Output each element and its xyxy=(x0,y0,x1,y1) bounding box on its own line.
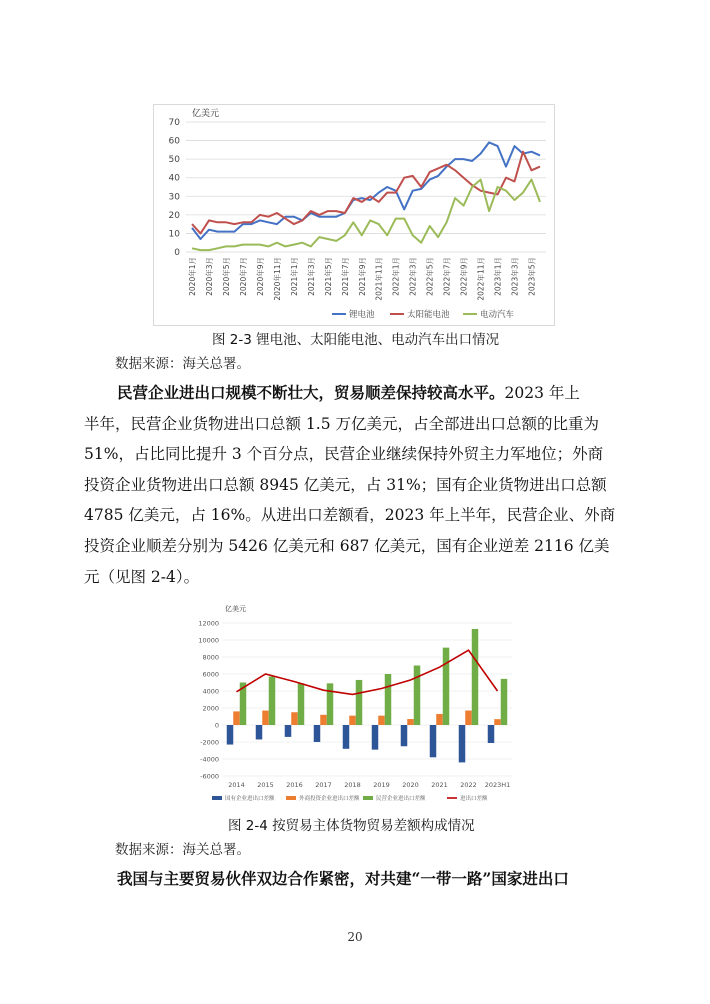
y-tick-label: 6000 xyxy=(202,670,219,679)
x-tick-label: 2023H1 xyxy=(484,781,511,789)
paragraph-line-rest: 2023 年上 xyxy=(504,384,580,402)
source-note-1: 数据来源：海关总署。 xyxy=(115,356,250,372)
bar xyxy=(372,725,379,750)
bar xyxy=(356,680,363,725)
bar xyxy=(385,674,392,725)
y-tick-label: 30 xyxy=(168,192,180,203)
chart-2-3 xyxy=(153,104,555,326)
page-number: 20 xyxy=(347,930,363,944)
x-tick-label: 2023年3月 xyxy=(510,257,520,296)
y-tick-label: 0 xyxy=(214,721,219,730)
chart-2-4-svg xyxy=(190,600,520,810)
bar xyxy=(227,725,234,745)
x-tick-label: 2014 xyxy=(228,781,245,789)
paragraph-line: 半年，民营企业货物进出口总额 1.5 万亿美元，占全部进出口总额的比重为 xyxy=(84,414,600,433)
y-axis-unit-label: 亿美元 xyxy=(225,605,246,613)
x-tick-label: 2018 xyxy=(344,781,361,789)
bar xyxy=(494,719,501,725)
y-tick-label: 12000 xyxy=(198,619,219,628)
x-tick-label: 2020年9月 xyxy=(255,257,265,296)
x-tick-label: 2022年5月 xyxy=(425,257,435,296)
paragraph-private-enterprises xyxy=(84,378,629,592)
y-tick-label: -6000 xyxy=(200,772,219,781)
y-tick-label: 4000 xyxy=(202,687,219,696)
paragraph-line: 51%，占比同比提升 3 个百分点，民营企业继续保持外贸主力军地位；外商 xyxy=(84,445,604,464)
y-tick-label: 2000 xyxy=(202,704,219,713)
source-note-2: 数据来源：海关总署。 xyxy=(115,842,250,858)
bar xyxy=(459,725,466,762)
x-tick-label: 2015 xyxy=(257,781,274,789)
x-tick-label: 2020年7月 xyxy=(238,257,248,296)
x-tick-label: 2023年1月 xyxy=(493,257,503,296)
bar xyxy=(327,683,334,725)
bar xyxy=(443,648,450,725)
paragraph-line: 投资企业货物进出口总额 8945 亿美元，占 31%；国有企业货物进出口总额 xyxy=(84,475,607,494)
legend-swatch xyxy=(363,796,373,800)
bar xyxy=(488,725,495,743)
bar xyxy=(291,712,298,725)
bar xyxy=(501,679,508,725)
y-tick-label: -4000 xyxy=(200,755,219,764)
x-tick-label: 2022年3月 xyxy=(408,257,418,296)
chart-2-4-caption: 图 2-4 按贸易主体货物贸易差额构成情况 xyxy=(228,818,475,834)
chart-2-4 xyxy=(190,600,520,810)
legend-label: 进出口差额 xyxy=(460,796,488,802)
chart-2-3-svg xyxy=(154,105,554,325)
x-tick-label: 2016 xyxy=(286,781,303,789)
legend-swatch xyxy=(286,796,296,800)
bar xyxy=(298,683,305,725)
paragraph-bold-lead: 民营企业进出口规模不断壮大，贸易顺差保持较高水平。 xyxy=(117,383,505,402)
bar xyxy=(349,716,356,725)
bar xyxy=(430,725,437,757)
x-tick-label: 2021年3月 xyxy=(306,257,316,296)
y-tick-label: 0 xyxy=(174,248,180,258)
paragraph-trade-partners xyxy=(117,864,662,895)
legend-swatch xyxy=(212,796,222,800)
bar xyxy=(269,677,276,725)
paragraph-line: 元（见图 2-4）。 xyxy=(84,567,200,586)
bar xyxy=(285,725,292,737)
x-tick-label: 2020年1月 xyxy=(188,257,197,296)
legend-label: 锂电池 xyxy=(349,310,375,320)
series-line xyxy=(192,152,540,234)
y-tick-label: 40 xyxy=(168,173,180,184)
bar xyxy=(262,711,269,725)
x-tick-label: 2021 xyxy=(431,781,448,789)
bar xyxy=(320,715,327,725)
legend-label: 民营企业进出口差额 xyxy=(376,796,426,802)
paragraph-line: 投资企业顺差分别为 5426 亿美元和 687 亿美元，国有企业逆差 2116 亿美 xyxy=(84,536,610,555)
x-tick-label: 2020年3月 xyxy=(204,257,214,296)
bar xyxy=(233,711,240,725)
y-tick-label: 8000 xyxy=(202,653,219,662)
x-tick-label: 2021年9月 xyxy=(357,257,367,296)
bar xyxy=(256,725,263,739)
y-tick-label: 10 xyxy=(168,229,180,240)
y-tick-label: 50 xyxy=(168,155,180,166)
x-tick-label: 2017 xyxy=(315,781,332,789)
y-tick-label: -2000 xyxy=(200,738,219,747)
bar xyxy=(472,629,479,725)
chart-2-3-caption: 图 2-3 锂电池、太阳能电池、电动汽车出口情况 xyxy=(212,332,500,348)
bar xyxy=(436,714,443,725)
y-tick-label: 20 xyxy=(168,210,180,221)
bar xyxy=(314,725,321,742)
paragraph-line: 4785 亿美元，占 16%。从进出口差额看，2023 年上半年，民营企业、外商 xyxy=(84,506,616,525)
x-tick-label: 2020 xyxy=(402,781,419,789)
y-tick-label: 10000 xyxy=(198,636,219,645)
x-tick-label: 2020年5月 xyxy=(221,257,231,296)
y-tick-label: 70 xyxy=(168,118,180,128)
x-tick-label: 2022年11月 xyxy=(476,257,486,301)
y-axis-unit-label: 亿美元 xyxy=(192,109,220,119)
bar xyxy=(465,711,472,725)
bar xyxy=(401,725,408,746)
x-tick-label: 2021年11月 xyxy=(374,257,384,301)
x-tick-label: 2022年9月 xyxy=(459,257,469,296)
x-tick-label: 2021年7月 xyxy=(340,257,350,296)
bar xyxy=(414,666,421,726)
x-tick-label: 2021年1月 xyxy=(289,257,299,296)
y-tick-label: 60 xyxy=(168,136,180,147)
x-tick-label: 2022年7月 xyxy=(442,257,452,296)
bar xyxy=(407,719,414,725)
x-tick-label: 2022 xyxy=(460,781,477,789)
series-line xyxy=(192,142,540,239)
bar xyxy=(343,725,350,749)
legend-label: 电动汽车 xyxy=(480,310,515,320)
legend-label: 国有企业进出口差额 xyxy=(225,796,275,802)
x-tick-label: 2020年11月 xyxy=(272,257,282,301)
legend-label: 太阳能电池 xyxy=(407,310,450,320)
legend-label: 外商投资企业进出口差额 xyxy=(299,796,360,802)
paragraph-line xyxy=(84,378,629,409)
paragraph-line: 我国与主要贸易伙伴双边合作紧密，对共建“一带一路”国家进出口 xyxy=(117,869,569,888)
bar xyxy=(378,716,385,725)
x-tick-label: 2021年5月 xyxy=(323,257,333,296)
x-tick-label: 2019 xyxy=(373,781,390,789)
x-tick-label: 2022年1月 xyxy=(391,257,401,296)
x-tick-label: 2023年5月 xyxy=(527,257,537,296)
